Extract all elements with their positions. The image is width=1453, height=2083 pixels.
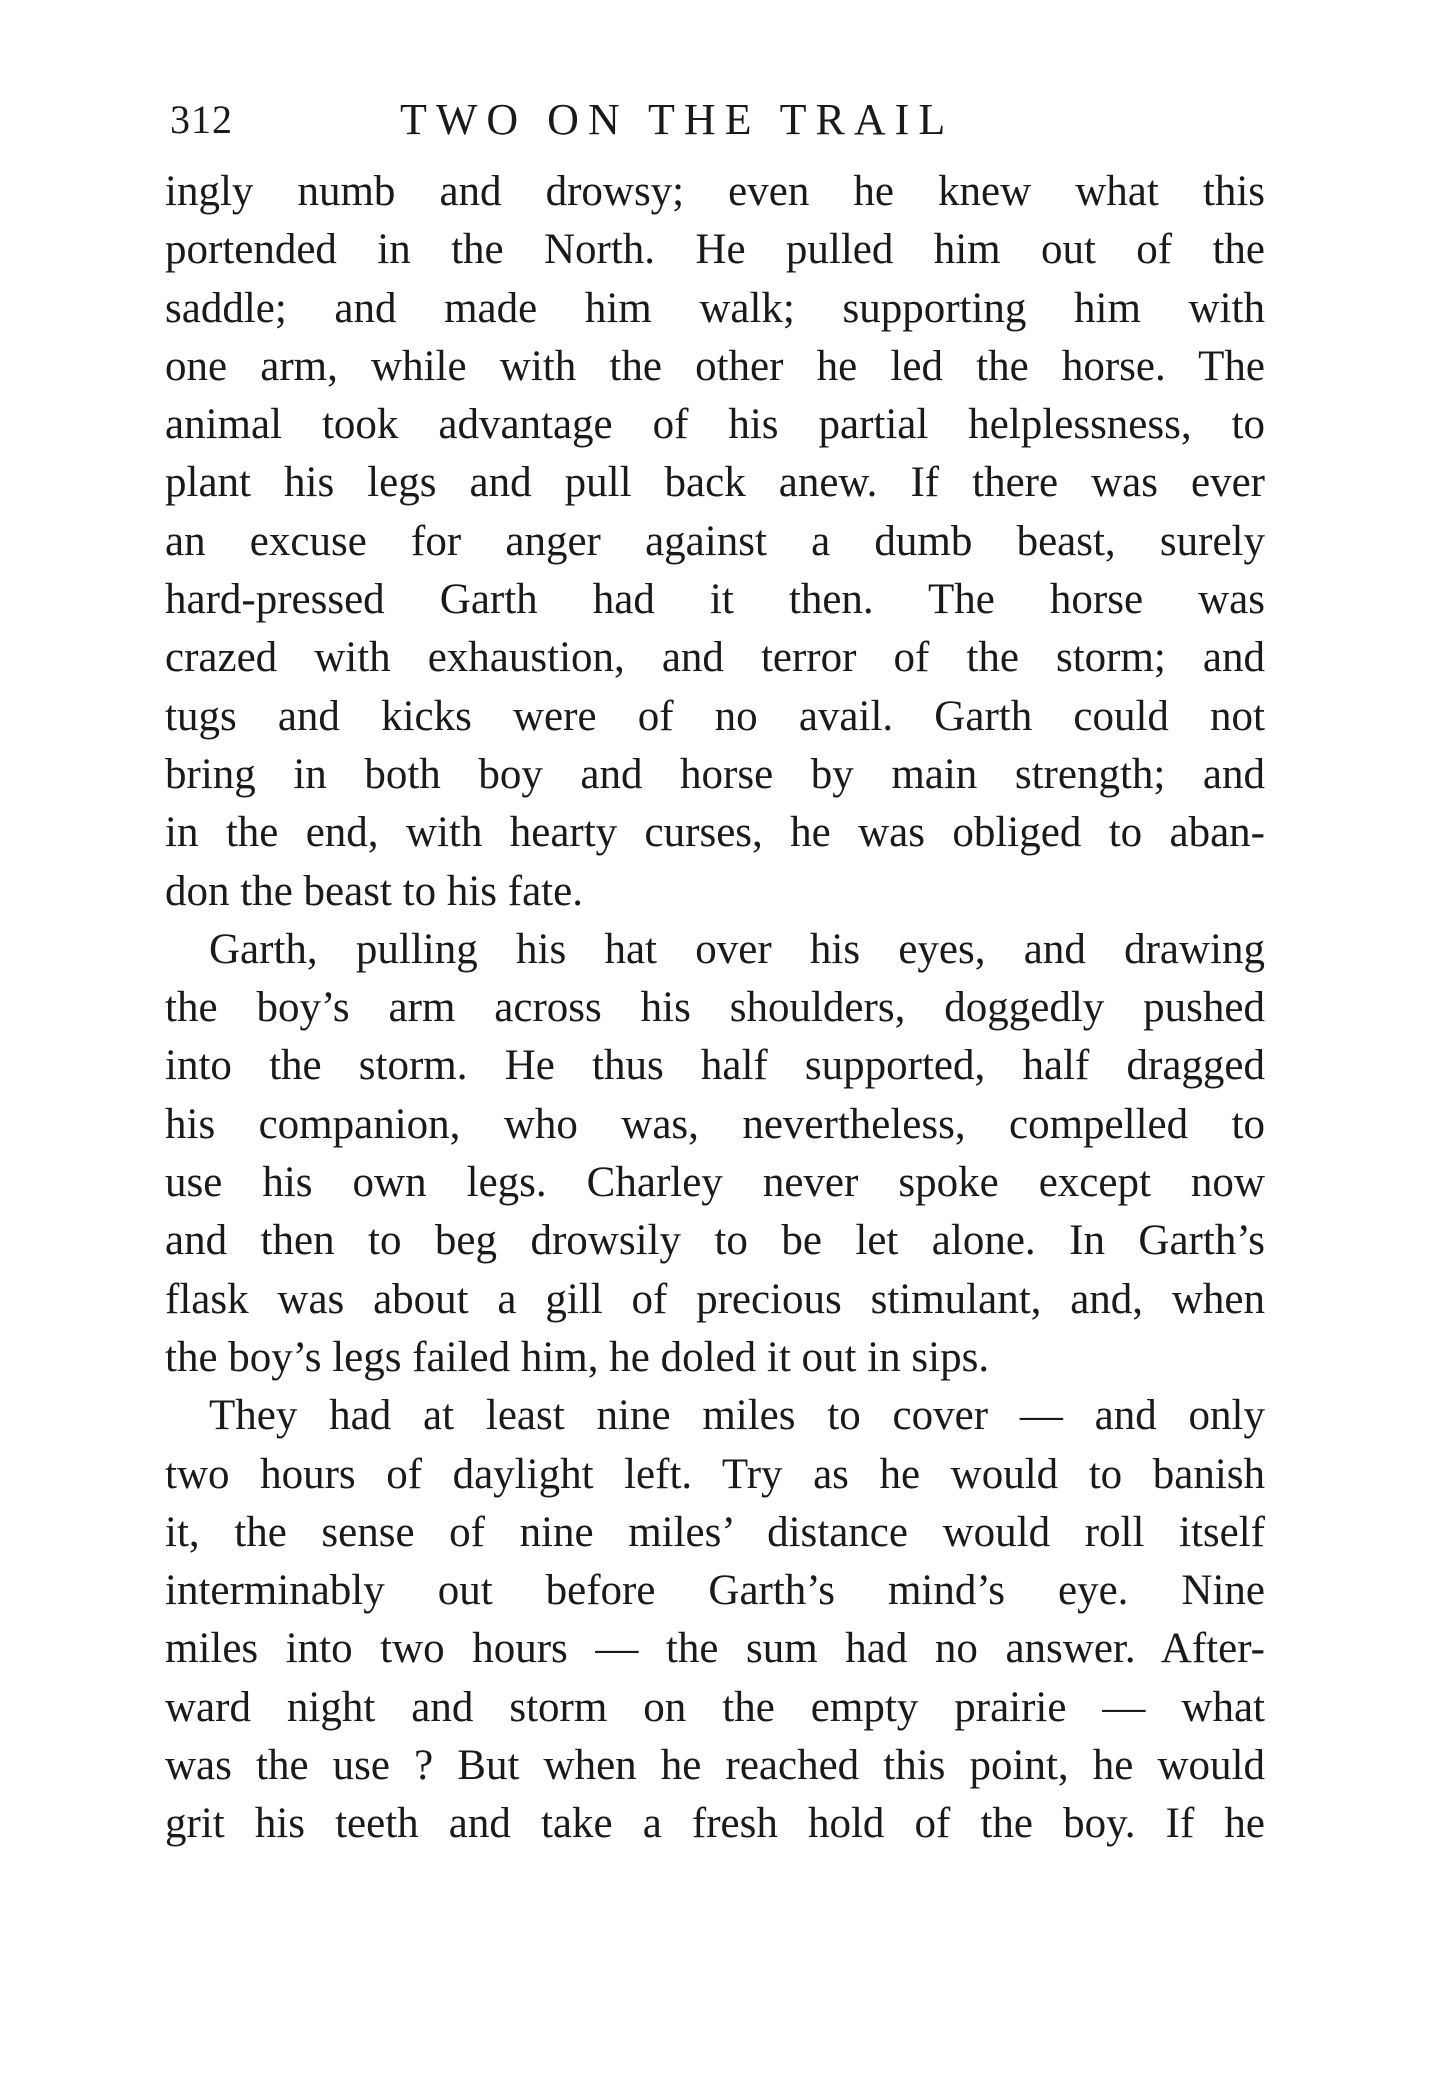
text-line: portended in the North. He pulled him out of the [165,226,1265,274]
text-line: bring in both boy and horse by main strength; and [165,750,1265,798]
text-line: his companion, who was, nevertheless, compelled to [165,1100,1265,1148]
text-line: saddle; and made him walk; supporting him with [165,284,1265,332]
text-line: into the storm. He thus half supported, half dragged [165,1042,1265,1090]
page-header [170,90,1270,150]
page-number: 312 [170,97,233,142]
text-line: miles into two hours — the sum had no answer. After- [165,1625,1265,1673]
text-line: the boy’s legs failed him, he doled it out in sips. [165,1333,990,1381]
text-line: ward night and storm on the empty prairie — what [165,1683,1265,1731]
paragraph [165,921,1265,1387]
running-title: TWO ON THE TRAIL [400,95,955,144]
body-text [165,163,1265,1854]
text-line: was the use ? But when he reached this point, he would [165,1742,1265,1790]
text-line: flask was about a gill of precious stimulant, and, when [165,1275,1265,1323]
paragraph [165,1387,1265,1853]
text-line: tugs and kicks were of no avail. Garth could not [165,692,1265,740]
text-line: animal took advantage of his partial helplessness, to [165,401,1265,449]
text-line: the boy’s arm across his shoulders, doggedly pushed [165,984,1265,1032]
text-line: don the beast to his fate. [165,867,583,915]
text-line: crazed with exhaustion, and terror of the storm; and [165,634,1265,682]
text-line: grit his teeth and take a fresh hold of the boy. If he [165,1800,1265,1848]
text-line: an excuse for anger against a dumb beast, surely [165,517,1265,565]
text-line: Garth, pulling his hat over his eyes, and drawing [209,925,1265,973]
text-line: in the end, with hearty curses, he was obliged to aban- [165,809,1265,857]
text-line: plant his legs and pull back anew. If there was ever [165,459,1265,507]
text-line: two hours of daylight left. Try as he would to banish [165,1450,1265,1498]
paragraph [165,163,1265,921]
text-line: hard-pressed Garth had it then. The horse was [165,576,1265,624]
text-line: it, the sense of nine miles’ distance would roll itself [165,1508,1265,1556]
text-line: and then to beg drowsily to be let alone. In Garth’s [165,1217,1265,1265]
text-line: one arm, while with the other he led the horse. The [165,342,1265,390]
text-line: They had at least nine miles to cover — and only [209,1392,1265,1440]
text-line: ingly numb and drowsy; even he knew what this [165,168,1265,215]
text-line: use his own legs. Charley never spoke except now [165,1159,1265,1207]
text-line: interminably out before Garth’s mind’s eye. Nine [165,1567,1265,1615]
